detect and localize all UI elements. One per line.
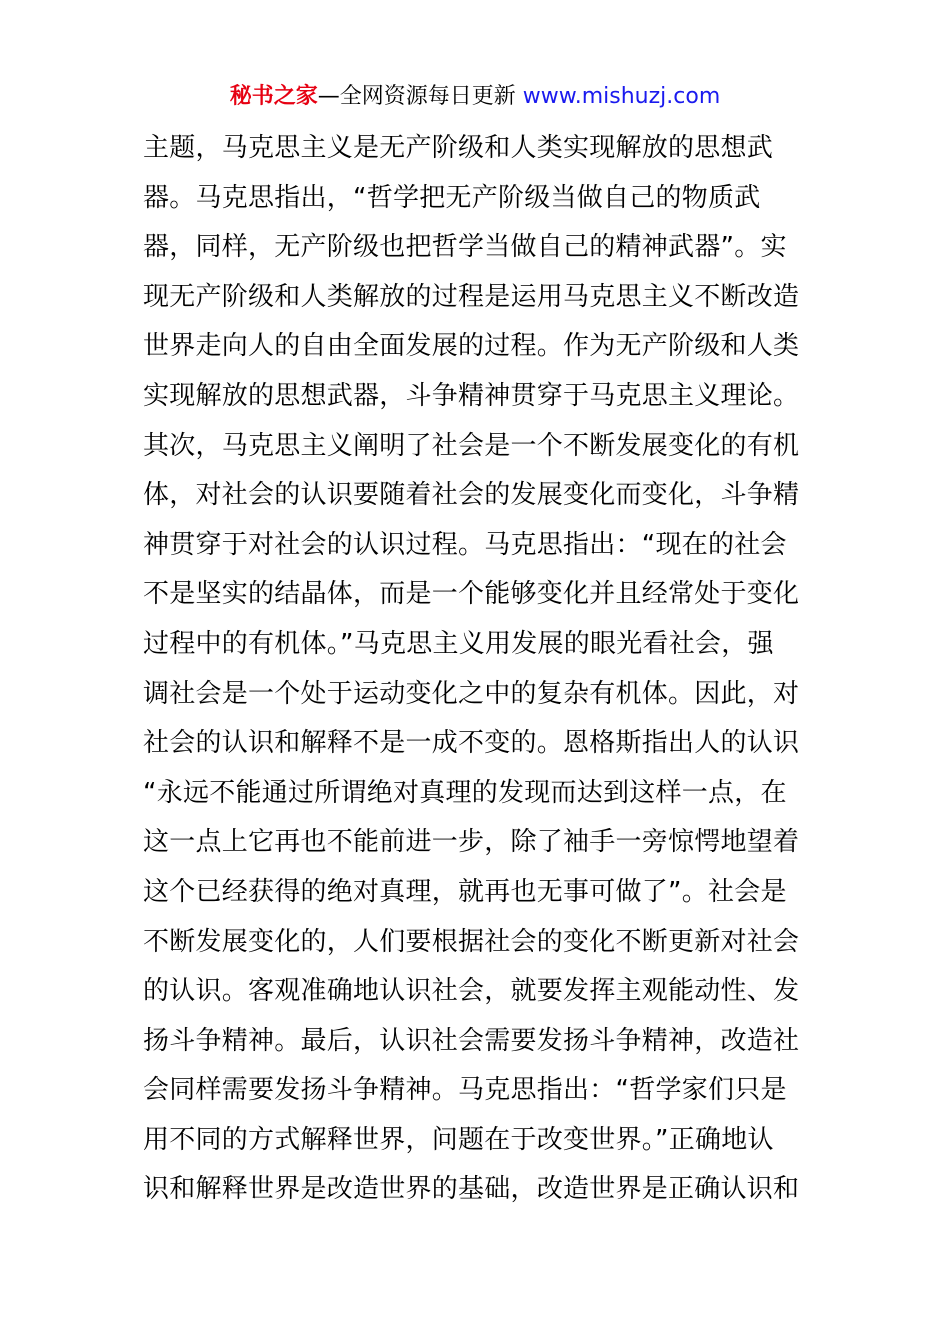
text-line: “永远不能通过所谓绝对真理的发现而达到这样一点，在 — [143, 777, 787, 808]
text-line: 这个已经获得的绝对真理，就再也无事可做了”。社会是 — [143, 876, 787, 907]
text-line: 现无产阶级和人类解放的过程是运用马克思主义不断改造 — [143, 281, 800, 312]
text-line: 识和解释世界是改造世界的基础，改造世界是正确认识和 — [143, 1174, 800, 1205]
page-header — [0, 80, 950, 114]
text-line: 实现解放的思想武器，斗争精神贯穿于马克思主义理论。 — [143, 380, 800, 411]
text-line: 扬斗争精神。最后，认识社会需要发扬斗争精神，改造社 — [143, 1025, 800, 1056]
document-body — [143, 124, 808, 1215]
text-line: 这一点上它再也不能前进一步，除了袖手一旁惊愕地望着 — [143, 827, 800, 858]
text-line: 主题，马克思主义是无产阶级和人类实现解放的思想武 — [143, 133, 774, 163]
text-line: 的认识。客观准确地认识社会，就要发挥主观能动性、发 — [143, 976, 800, 1007]
text-line: 体，对社会的认识要随着社会的发展变化而变化，斗争精 — [143, 480, 800, 511]
text-line: 其次，马克思主义阐明了社会是一个不断发展变化的有机 — [143, 430, 800, 461]
text-line: 世界走向人的自由全面发展的过程。作为无产阶级和人类 — [143, 331, 800, 362]
text-line: 过程中的有机体。”马克思主义用发展的眼光看社会，强 — [143, 628, 774, 659]
text-line: 不断发展变化的，人们要根据社会的变化不断更新对社会 — [143, 926, 800, 957]
text-line: 不是坚实的结晶体，而是一个能够变化并且经常处于变化 — [143, 579, 800, 610]
text-line: 调社会是一个处于运动变化之中的复杂有机体。因此，对 — [143, 678, 800, 709]
text-line: 会同样需要发扬斗争精神。马克思指出：“哲学家们只是 — [143, 1075, 787, 1106]
text-line: 器。马克思指出，“哲学把无产阶级当做自己的物质武 — [143, 182, 761, 213]
header-tagline: —全网资源每日更新 — [317, 84, 523, 109]
text-line: 器，同样，无产阶级也把哲学当做自己的精神武器”。实 — [143, 232, 787, 263]
text-line: 社会的认识和解释不是一成不变的。恩格斯指出人的认识 — [143, 728, 800, 759]
site-name: 秘书之家 — [229, 84, 318, 109]
site-url-link[interactable]: www.mishuzj.com — [522, 84, 721, 109]
text-line: 用不同的方式解释世界，问题在于改变世界。”正确地认 — [143, 1124, 774, 1155]
text-line: 神贯穿于对社会的认识过程。马克思指出：“现在的社会 — [143, 529, 787, 560]
